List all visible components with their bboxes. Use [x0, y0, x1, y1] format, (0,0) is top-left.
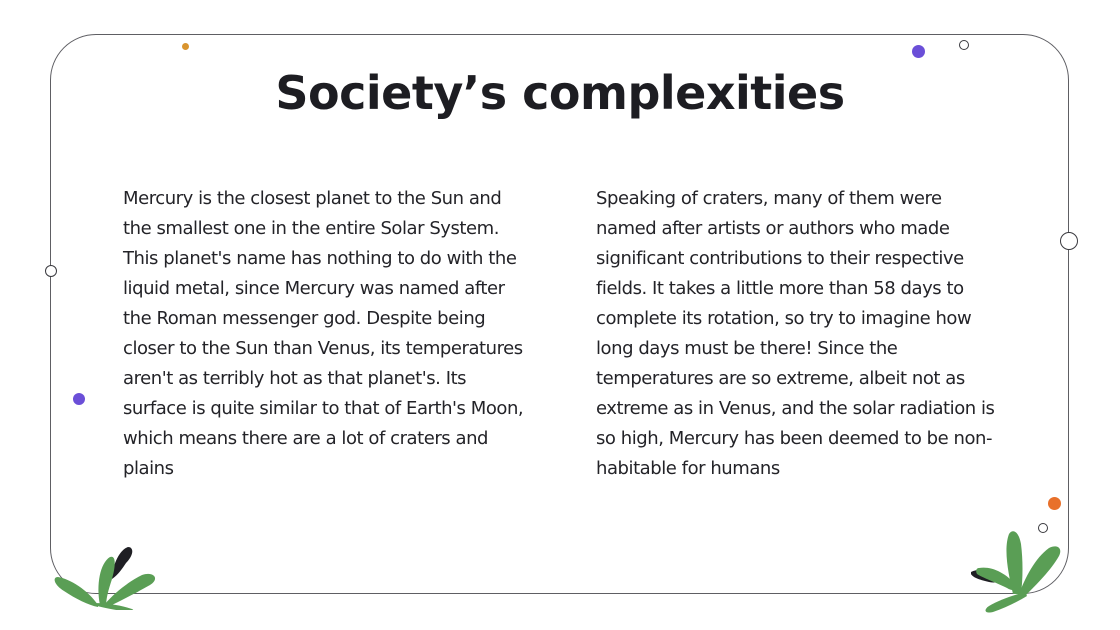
plant-right-icon: [965, 528, 1070, 613]
mustard-dot-icon: [182, 43, 189, 50]
purple-dot-icon: [912, 45, 925, 58]
purple-dot-left-icon: [73, 393, 85, 405]
plant-left-icon: [50, 535, 170, 610]
slide-title: Society’s complexities: [275, 66, 845, 120]
ring-left-edge-icon: [45, 265, 57, 277]
text-column-left: Mercury is the closest planet to the Sun and the smallest one in the entire Solar System. This planet's name has nothing to do with the liquid metal, since Mercury was named after the Roman messenger god. Despite being closer to the Sun than Venus, its temperatures aren't as terribly hot as that planet's. Its surface is quite similar to that of Earth's Moon, which means there are a lot of craters and plains: [123, 188, 524, 479]
text-column-right: Speaking of craters, many of them were named after artists or authors who made significant contributions to their respective fields. It takes a little more than 58 days to complete its rotation, so try to imagine how long days must be there! Since the temperatures are so extreme, albeit not as extreme as in Venus, and the solar radiation is so high, Mercury has been deemed to be non-habitable for humans: [596, 188, 995, 479]
ring-top-right-icon: [959, 40, 969, 50]
ring-right-edge-icon: [1060, 232, 1078, 250]
orange-dot-icon: [1048, 497, 1061, 510]
